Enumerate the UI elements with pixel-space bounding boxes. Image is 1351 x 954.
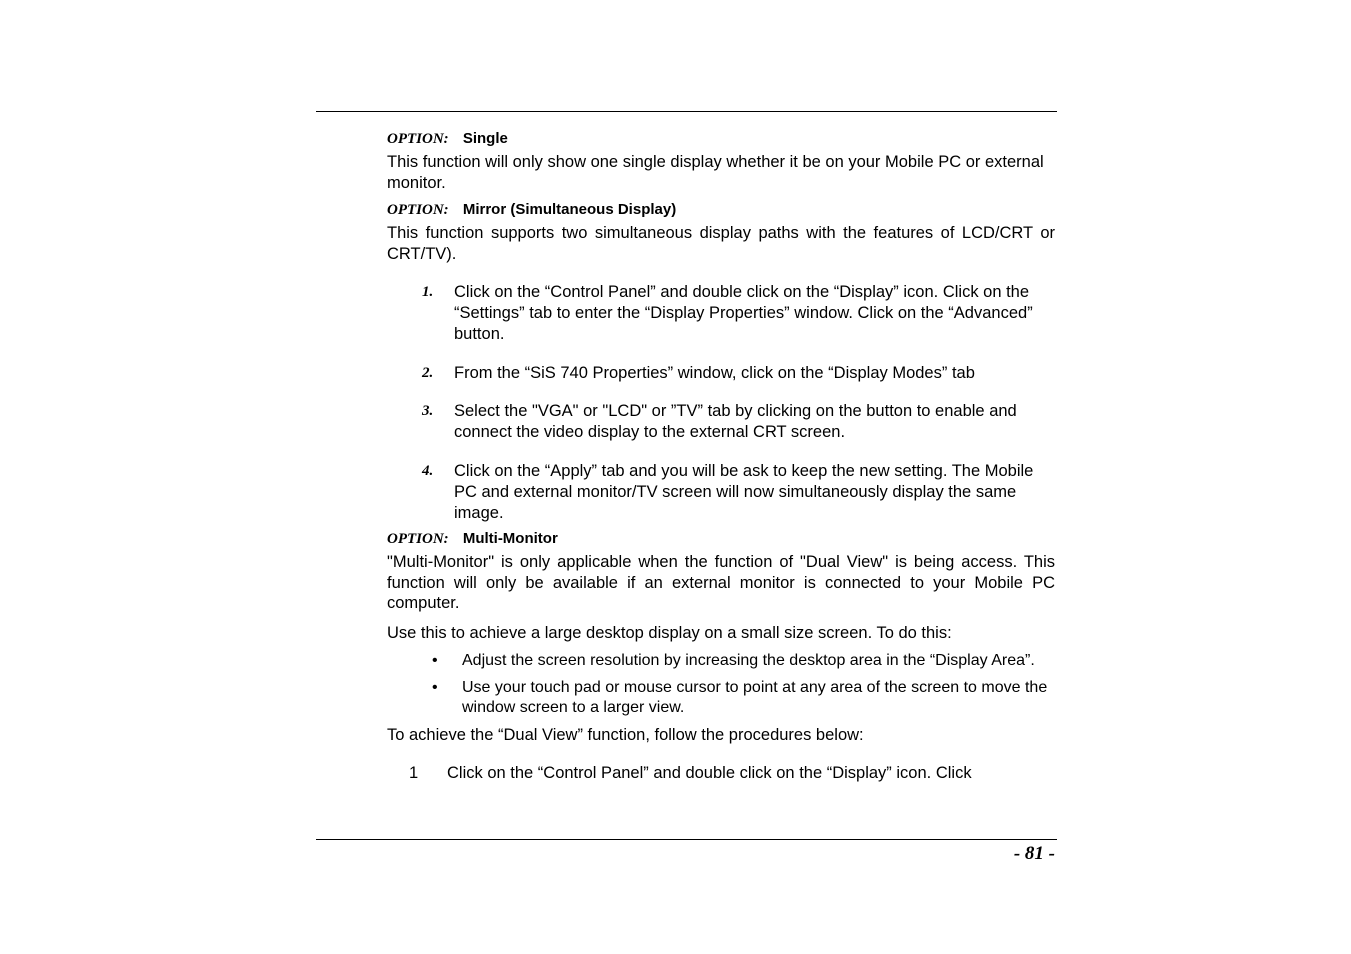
option-heading-mirror — [387, 199, 1055, 223]
multi-monitor-bullets — [387, 651, 1055, 719]
step-text: Click on the “Apply” tab and you will be ask to keep the new setting. The Mobile PC and external monitor/TV screen will now simultaneously display the same image. — [454, 462, 1034, 522]
bullet-text: Adjust the screen resolution by increasing the desktop area in the “Display Area”. — [462, 652, 1035, 669]
step-item — [387, 282, 1055, 345]
multi-monitor-instructions: Use this to achieve a large desktop display on a small size screen. To do this: — [387, 623, 952, 642]
step-item — [387, 363, 1055, 384]
option-value: Single — [462, 130, 508, 147]
step-text: Click on the “Control Panel” and double click on the “Display” icon. Click on the “Settings” tab to enter the “Display Properties” window. Click on the “Advanced” button. — [454, 283, 1033, 343]
option-label: OPTION: — [387, 531, 449, 547]
option-value: Mirror (Simultaneous Display) — [462, 201, 677, 218]
multi-monitor-description: "Multi-Monitor" is only applicable when the function of "Dual View" is being access. This function will only be available if an external monitor is connected to your Mobile PC computer. — [387, 553, 1055, 612]
bullet-item — [387, 678, 1055, 719]
bullet-item — [387, 651, 1055, 672]
option-label: OPTION: — [387, 131, 449, 147]
step-number: 1 — [409, 764, 419, 782]
option-label: OPTION: — [387, 202, 449, 218]
bullet-icon: • — [432, 652, 438, 669]
option-value: Multi-Monitor — [462, 530, 558, 547]
page-number: - 81 - — [1013, 843, 1055, 864]
mirror-steps — [387, 282, 1055, 524]
bullet-text: Use your touch pad or mouse cursor to point at any area of the screen to move the window screen to a larger view. — [462, 678, 1048, 716]
step-number: 4. — [422, 463, 434, 479]
dual-view-intro: To achieve the “Dual View” function, follow the procedures below: — [387, 725, 864, 744]
mirror-description: This function supports two simultaneous display paths with the features of LCD/CRT or CRT/TV). — [387, 224, 1055, 263]
step-number: 3. — [422, 403, 434, 419]
step-number: 1. — [422, 284, 434, 300]
header-rule — [316, 111, 1057, 112]
single-description: This function will only show one single display whether it be on your Mobile PC or external monitor. — [387, 153, 1044, 192]
step-text: Select the "VGA" or "LCD" or ”TV” tab by clicking on the button to enable and connect the video display to the external CRT screen. — [454, 402, 1017, 441]
step-text: Click on the “Control Panel” and double click on the “Display” icon. Click — [447, 764, 972, 782]
step-item — [387, 401, 1055, 443]
step-item — [387, 461, 1055, 524]
step-text: From the “SiS 740 Properties” window, click on the “Display Modes” tab — [454, 364, 975, 382]
step-number: 2. — [422, 365, 434, 381]
bullet-icon: • — [432, 678, 438, 696]
option-heading-multi-monitor — [387, 528, 1055, 552]
dual-view-step — [387, 763, 1055, 784]
option-heading-single — [387, 128, 1055, 152]
page-content — [387, 128, 1055, 784]
footer-rule — [316, 839, 1057, 840]
